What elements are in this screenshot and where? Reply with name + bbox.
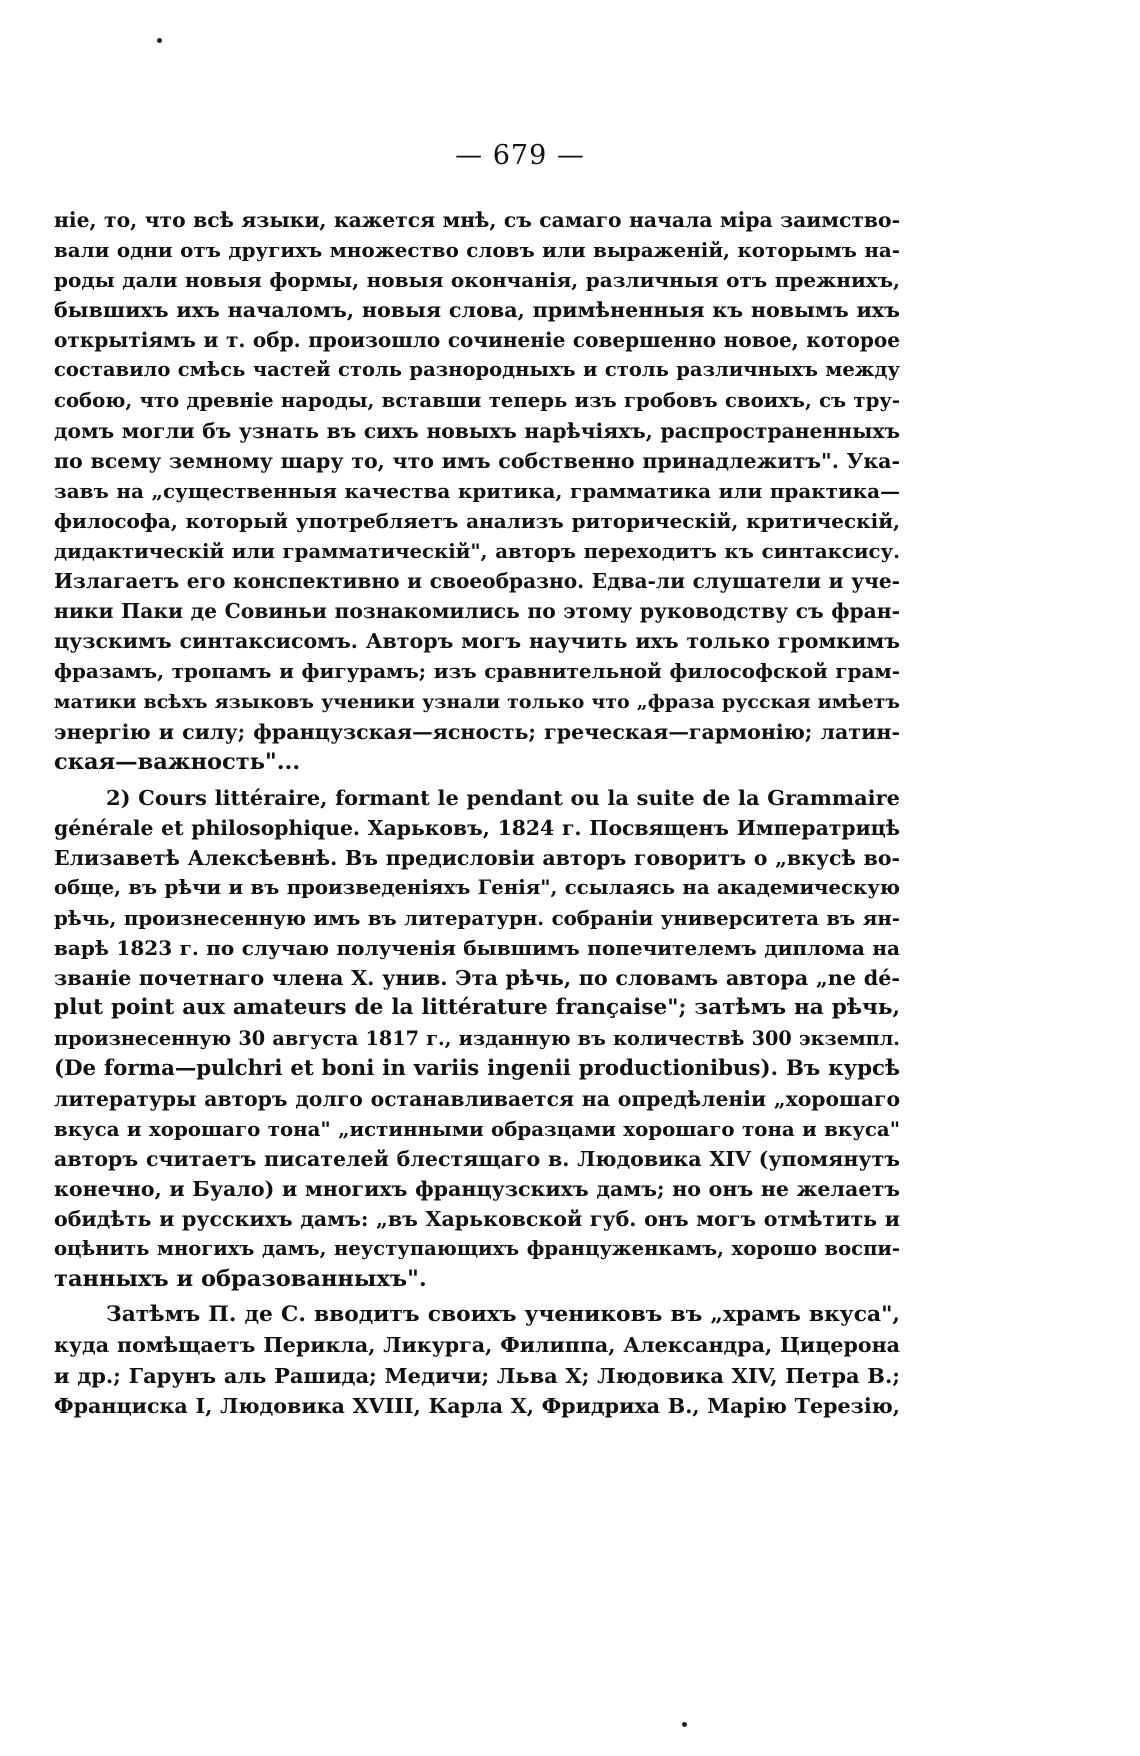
text-line: матики всѣхъ языковъ ученики узнали только что „фраза русская имѣетъ [54,690,900,713]
text-line: философа, который употребляетъ анализъ риторическій, критическій, [54,508,900,533]
text-line: фразамъ, тропамъ и фигурамъ; изъ сравнительной философской грам- [54,659,900,684]
text-line: варѣ 1823 г. по случаю полученія бывшимъ попечителемъ диплома на [54,936,900,961]
paragraph-2 [54,783,900,1295]
text-line: рѣчь, произнесенную имъ въ литературн. собраніи университета въ ян- [54,906,900,931]
text-line: энергію и силу; французская—ясность; греческая—гармонію; латин- [54,719,900,744]
text-line: литературы авторъ долго останавливается на опредѣленіи „хорошаго [54,1086,900,1111]
text-line: роды дали новыя формы, новыя окончанія, различныя отъ прежнихъ, [54,268,900,293]
text-line: ніе, то, что всѣ языки, кажется мнѣ, съ самаго начала міра заимство- [54,208,900,232]
text-line: Франциска I, Людовика XVIII, Карла Х, Фридриха В., Марію Терезію, [54,1393,900,1418]
text-line: бывшихъ ихъ началомъ, новыя слова, примѣненныя къ новымъ ихъ [54,298,900,323]
text-line: составило смѣсь частей столь разнородныхъ и столь различныхъ между [54,358,900,382]
text-line: танныхъ и образованныхъ". [54,1266,427,1293]
text-line: générale et philosophique. Харьковъ, 1824 г. Посвященъ Императрицѣ [54,815,900,840]
text-line: собою, что древніе народы, вставши теперь изъ гробовъ своихъ, съ тру- [54,388,900,412]
text-line: Елизаветѣ Алексѣевнѣ. Въ предисловіи авторъ говоритъ о „вкусѣ во- [54,845,900,870]
print-speck [157,38,162,43]
page-number: — 679 — [455,140,585,171]
page-body [54,205,900,1421]
text-line: обидѣть и русскихъ дамъ: „въ Харьковской губ. онъ могъ отмѣтить и [54,1207,900,1232]
paragraph-3 [54,1300,900,1420]
text-line: Затѣмъ П. де С. вводитъ своихъ учениковъ въ „храмъ вкуса", [106,1302,900,1328]
text-line: и др.; Гарунъ аль Рашида; Медичи; Льва Х; Людовика XIV, Петра В.; [54,1362,900,1388]
text-line: конечно, и Буало) и многихъ французскихъ дамъ; но онъ не желаетъ [54,1177,900,1201]
text-line: вали одни отъ другихъ множество словъ или выраженій, которымъ на- [54,238,900,263]
text-line: цузскимъ синтаксисомъ. Авторъ могъ научить ихъ только громкимъ [54,629,900,654]
text-line: авторъ считаетъ писателей блестящаго в. Людовика XIV (упомянутъ [54,1146,900,1171]
text-line: домъ могли бъ узнать въ сихъ новыхъ нарѣчіяхъ, распространенныхъ [54,418,900,443]
text-line: plut point aux amateurs de la littérature française"; затѣмъ на рѣчь, [54,995,900,1021]
text-line: по всему земному шару то, что имъ собственно принадлежитъ". Ука- [54,448,900,473]
text-line: 2) Cours littéraire, formant le pendant ou la suite de la Grammaire [106,784,900,810]
text-line: (De forma—pulchri et boni in variis ingenii productionibus). Въ курсѣ [54,1055,900,1081]
text-line: обще, въ рѣчи и въ произведеніяхъ Генія", ссылаясь на академическую [54,876,900,900]
text-line: дидактическій или грамматическій", авторъ переходитъ къ синтаксису. [54,539,900,564]
paragraph-1 [54,205,900,777]
text-line: званіе почетнаго члена Х. унив. Эта рѣчь, по словамъ автора „ne dé- [54,966,900,991]
text-line: открытіямъ и т. обр. произошло сочиненіе совершенно новое, которое [54,328,900,353]
print-speck [682,1722,687,1727]
text-line: Излагаетъ его конспективно и своеобразно. Едва-ли слушатели и уче- [54,569,900,594]
text-line: оцѣнить многихъ дамъ, неуступающихъ француженкамъ, хорошо воспи- [54,1237,900,1261]
text-line: ники Паки де Совиньи познакомились по этому руководству съ фран- [54,599,900,624]
text-line: вкуса и хорошаго тона" „истинными образцами хорошаго тона и вкуса" [54,1116,900,1141]
text-line: завъ на „существенныя качества критика, грамматика или практика— [54,478,900,503]
text-line: произнесенную 30 августа 1817 г., изданную въ количествѣ 300 экземпл. [54,1026,900,1050]
text-line: ская—важность"... [54,748,301,775]
text-line: куда помѣщаетъ Перикла, Ликурга, Филиппа, Александра, Цицерона [54,1333,900,1358]
